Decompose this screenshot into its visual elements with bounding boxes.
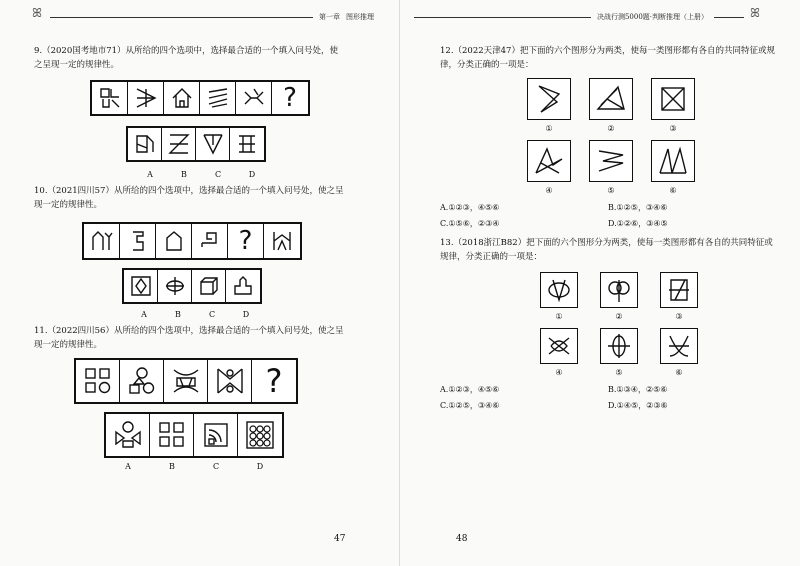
- q11-question-mark: ?: [265, 362, 283, 400]
- q10-fig-1: [84, 224, 120, 258]
- question-11-text: 11.（2022四川56）从所给的四个选项中，选择最合适的一个填入问号处，使之呈现一定的规律性。: [34, 326, 344, 350]
- q9-label-b: B: [181, 170, 187, 179]
- q12-answer-b[interactable]: B.①②⑤，③④⑥: [608, 203, 668, 212]
- q13-num-2: ②: [615, 312, 623, 321]
- q11-label-c: C: [212, 462, 220, 471]
- q11-label-a: A: [125, 462, 131, 471]
- book-title: 决战行测5000题·判断推理（上册）: [596, 13, 708, 21]
- q12-fig-6[interactable]: [651, 140, 695, 182]
- chapter-title: 图形推理: [346, 13, 374, 21]
- q12-num-3: ③: [669, 124, 677, 133]
- q11-fig-4: [208, 360, 252, 402]
- q9-option-d[interactable]: [230, 128, 264, 160]
- q13-fig-3[interactable]: [660, 272, 698, 308]
- q9-question-cell: [272, 82, 308, 114]
- q10-fig-6: [264, 224, 300, 258]
- q12-num-1: ①: [545, 124, 553, 133]
- question-9-text: 9.（2020国考地市71）从所给的四个选项中，选择最合适的一个填入问号处，使之呈现一定的规律性。: [34, 46, 339, 70]
- q9-label-d: D: [248, 170, 256, 179]
- q12-row-1: [527, 78, 695, 120]
- q9-stem-row: [90, 80, 310, 116]
- q10-fig-4: [192, 224, 228, 258]
- q10-stem-row: [82, 222, 302, 260]
- q13-fig-5[interactable]: [600, 328, 638, 364]
- q9-label-c: C: [214, 170, 222, 179]
- q10-label-c: C: [208, 310, 216, 319]
- q13-num-5: ⑤: [615, 368, 623, 377]
- q9-options-row: [126, 126, 266, 162]
- q12-num-4: ④: [545, 186, 553, 195]
- q11-fig-2: [120, 360, 164, 402]
- q11-fig-3: [164, 360, 208, 402]
- q12-num-2: ②: [607, 124, 615, 133]
- q9-fig-3: [164, 82, 200, 114]
- q12-answer-d[interactable]: D.①②⑥，③④⑤: [608, 219, 668, 228]
- q13-answer-a[interactable]: A.①②③，④⑤⑥: [440, 385, 500, 394]
- q13-answer-d[interactable]: D.①④⑤，②③⑥: [608, 401, 668, 410]
- q10-options-row: [122, 268, 262, 304]
- question-12-text: 12.（2022天津47）把下面的六个图形分为两类，使每一类图形都有各自的共同特征或规律，分类正确的一项是：: [440, 46, 775, 70]
- q13-answer-b[interactable]: B.①③④，②⑤⑥: [608, 385, 668, 394]
- question-10-text: 10.（2021四川57）从所给的四个选项中，选择最合适的一个填入问号处，使之呈现一定的规律性。: [34, 186, 344, 210]
- q12-num-5: ⑤: [607, 186, 615, 195]
- q9-option-b[interactable]: [162, 128, 196, 160]
- q11-label-b: B: [169, 462, 175, 471]
- q10-question-mark: ?: [238, 226, 253, 256]
- q9-label-a: A: [147, 170, 153, 179]
- q12-num-6: ⑥: [669, 186, 677, 195]
- q11-fig-1: [76, 360, 120, 402]
- q12-fig-3[interactable]: [651, 78, 695, 120]
- q10-label-b: B: [175, 310, 181, 319]
- q10-option-c[interactable]: [192, 270, 226, 302]
- q12-fig-2[interactable]: [589, 78, 633, 120]
- q13-fig-2[interactable]: [600, 272, 638, 308]
- q11-stem-row: [74, 358, 298, 404]
- left-header: [50, 12, 380, 22]
- q9-fig-4: [200, 82, 236, 114]
- q11-options-row: [104, 412, 284, 458]
- chapter-label: 第一章: [319, 13, 340, 21]
- q9-option-a[interactable]: [128, 128, 162, 160]
- q12-answer-c[interactable]: C.①⑤⑥，②③④: [440, 219, 500, 228]
- q13-row-2: [540, 328, 698, 364]
- q13-row-1: [540, 272, 698, 308]
- q10-question-cell: [228, 224, 264, 258]
- q9-fig-1: [92, 82, 128, 114]
- q12-fig-1[interactable]: [527, 78, 571, 120]
- q10-label-a: A: [141, 310, 147, 319]
- q10-option-d[interactable]: [226, 270, 260, 302]
- leaf-ornament-icon-right: ꕤ: [750, 6, 760, 20]
- q13-num-1: ①: [555, 312, 563, 321]
- q11-question-cell: [252, 360, 296, 402]
- page-number-right: 48: [456, 534, 468, 544]
- q10-fig-3: [156, 224, 192, 258]
- q12-row-2: [527, 140, 695, 182]
- q13-num-3: ③: [675, 312, 683, 321]
- q13-num-4: ④: [555, 368, 563, 377]
- q12-fig-5[interactable]: [589, 140, 633, 182]
- q11-label-d: D: [256, 462, 264, 471]
- q10-option-b[interactable]: [158, 270, 192, 302]
- q13-num-6: ⑥: [675, 368, 683, 377]
- q9-fig-5: [236, 82, 272, 114]
- q13-answer-c[interactable]: C.①②⑤，③④⑥: [440, 401, 500, 410]
- q12-answer-a[interactable]: A.①②③，④⑤⑥: [440, 203, 500, 212]
- page-number-left: 47: [334, 534, 346, 544]
- q13-fig-6[interactable]: [660, 328, 698, 364]
- q13-fig-4[interactable]: [540, 328, 578, 364]
- q11-option-a[interactable]: [106, 414, 150, 456]
- q10-option-a[interactable]: [124, 270, 158, 302]
- q11-option-c[interactable]: [194, 414, 238, 456]
- q10-fig-2: [120, 224, 156, 258]
- leaf-ornament-icon: ꕤ: [32, 6, 42, 20]
- q12-fig-4[interactable]: [527, 140, 571, 182]
- q10-label-d: D: [242, 310, 250, 319]
- q11-option-b[interactable]: [150, 414, 194, 456]
- q13-fig-1[interactable]: [540, 272, 578, 308]
- q11-option-d[interactable]: [238, 414, 282, 456]
- q9-fig-2: [128, 82, 164, 114]
- right-page: [400, 0, 800, 566]
- q9-option-c[interactable]: [196, 128, 230, 160]
- q9-question-mark: ?: [283, 83, 297, 113]
- right-header: [414, 12, 744, 22]
- question-13-text: 13.（2018浙江B82）把下面的六个图形分为两类，使每一类图形都有各自的共同特征或规律，分类正确的一项是：: [440, 238, 773, 262]
